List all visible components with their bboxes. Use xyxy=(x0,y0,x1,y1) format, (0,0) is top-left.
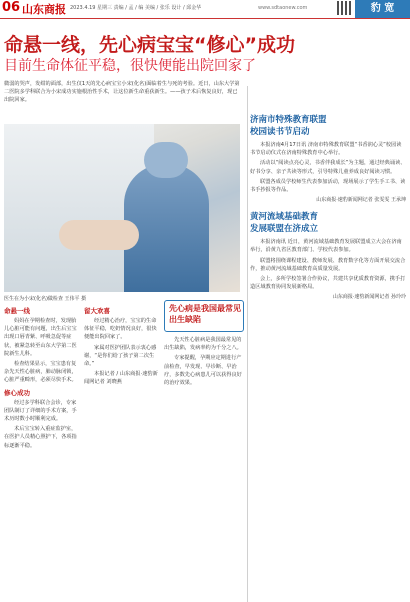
paragraph: 会上，多所学校签署合作协议，共建共享优质教育资源，携手打造区域教育协同发展新格局。 xyxy=(250,276,406,291)
paragraph: 检查结果显示，宝宝患有复杂先天性心脏病，肺动脉闭锁，心脏严重畸形，必须尽快手术。 xyxy=(4,361,77,384)
column-divider xyxy=(247,86,248,602)
sidebar-box-title xyxy=(164,300,244,332)
article-intro: 微弱的哭声，发绀的面部，出生仅1天的先心病宝宝小宋(化名)面临着生与死的考验。近日，山东大学第二医院多学科联合为小宋成功实施根治性手术，让这位新生命重获新生。——孩子术后恢复良好，现已出院回家。 xyxy=(4,81,240,104)
page-number: 06 xyxy=(2,0,21,15)
section-title: 修心成功 xyxy=(4,388,30,397)
paragraph: 活动以“阅读点亮心灵，书香伴我成长”为主题，通过经典诵读、好书分享、亲子共读等形式，引导特殊儿童养成良好阅读习惯。 xyxy=(250,160,406,175)
paragraph: 本报记者 / 山东商报·速豹新闻网记者 刘晓燕 xyxy=(84,371,158,386)
article-body-2 xyxy=(250,238,406,291)
section-title: 留大欢喜 xyxy=(84,307,110,315)
title-line: 黄河流域基础教育 xyxy=(250,212,319,223)
main-subheadline: 目前生命体征平稳，很快便能出院回家了 xyxy=(4,58,256,74)
paragraph: 术后宝宝转入重症监护室，在医护人员精心照护下，各项指标逐渐平稳。 xyxy=(4,426,77,449)
paragraph: 妈妈在孕期检查时，发现胎儿心脏可能有问题，出生后宝宝出现口唇青紫、呼吸急促等症状，被紧急转至山东大学第二医院新生儿科。 xyxy=(4,318,77,357)
sidebar-box-body xyxy=(164,336,242,389)
paragraph: 本报济南讯 近日，黄河流域基础教育发展联盟成立大会在济南举行，沿黄九省区教育部门、学校代表参加。 xyxy=(250,239,402,254)
photo-caption: 医生在为小宋(化名)做检查 王伟平 摄 xyxy=(4,296,87,302)
page-header-bar xyxy=(0,0,410,19)
title-line: 济南市特殊教育联盟 xyxy=(250,115,327,125)
section-banner: 豹 宽 xyxy=(355,0,410,18)
byline: 山东商报·速豹新闻网记者 孙玲玲 xyxy=(332,294,406,301)
paragraph: 先天性心脏病是我国最常见的出生缺陷，发病率约为千分之八。 xyxy=(164,337,242,352)
article-body-1 xyxy=(250,141,406,194)
news-photo xyxy=(4,124,240,292)
doctor-head xyxy=(144,142,188,178)
doctor-hands xyxy=(59,220,139,250)
article-title-2 xyxy=(250,211,406,235)
paragraph: 经过精心治疗，宝宝的生命体征平稳，吃奶情况良好，很快便能出院回家了。 xyxy=(84,318,157,341)
article-column-left xyxy=(4,303,80,452)
paragraph: 家属对医护团队表示衷心感谢，“是你们给了孩子第二次生命。” xyxy=(84,344,157,368)
article-column-middle xyxy=(84,303,160,389)
section-title: 命悬一线 xyxy=(4,307,30,315)
title-line: 发展联盟在济成立 xyxy=(250,224,319,235)
right-column xyxy=(250,88,406,300)
qr-code-icon xyxy=(337,1,351,15)
paragraph: 经过多学科联合会诊，专家团队制订了详细的手术方案，手术历时数小时顺利完成。 xyxy=(4,399,77,423)
paragraph: 联盟将围绕课程建设、教师发展、教育数字化等方面开展交流合作，推动黄河流域基础教育高质量发展。 xyxy=(250,257,406,272)
title-line: 校园读书节启动 xyxy=(250,127,310,137)
paragraph: 专家提醒，孕期应定期进行产前检查，早发现、早诊断、早治疗，多数先心病患儿可以获得良好的治疗效果。 xyxy=(164,355,242,387)
byline: 山东商报·速豹新闻网记者 张雯雯 王承坤 xyxy=(316,197,406,204)
dateline: 2023.4.19 星期三 责编 / 孟 / 编 美编 / 张乐 设计 / 邱金华 xyxy=(70,5,202,11)
article-title-1 xyxy=(250,114,406,138)
site-url[interactable]: www.sdtaonew.com xyxy=(258,5,308,11)
box-title-text: 先心病是我国最常见出生缺陷 xyxy=(169,304,241,324)
paragraph: 联盟各成员学校师生代表参加活动，现场展示了学生手工书、读书手抄报等作品。 xyxy=(250,178,406,194)
paragraph: 本报济南4月17日讯 济南市特殊教育联盟“书香润心灵”校园读书节启动仪式在济南特殊教育中心举行。 xyxy=(250,142,402,157)
main-headline: 命悬一线，先心病宝宝“修心”成功 xyxy=(4,34,295,56)
newspaper-name: 山东商报 xyxy=(22,3,66,16)
